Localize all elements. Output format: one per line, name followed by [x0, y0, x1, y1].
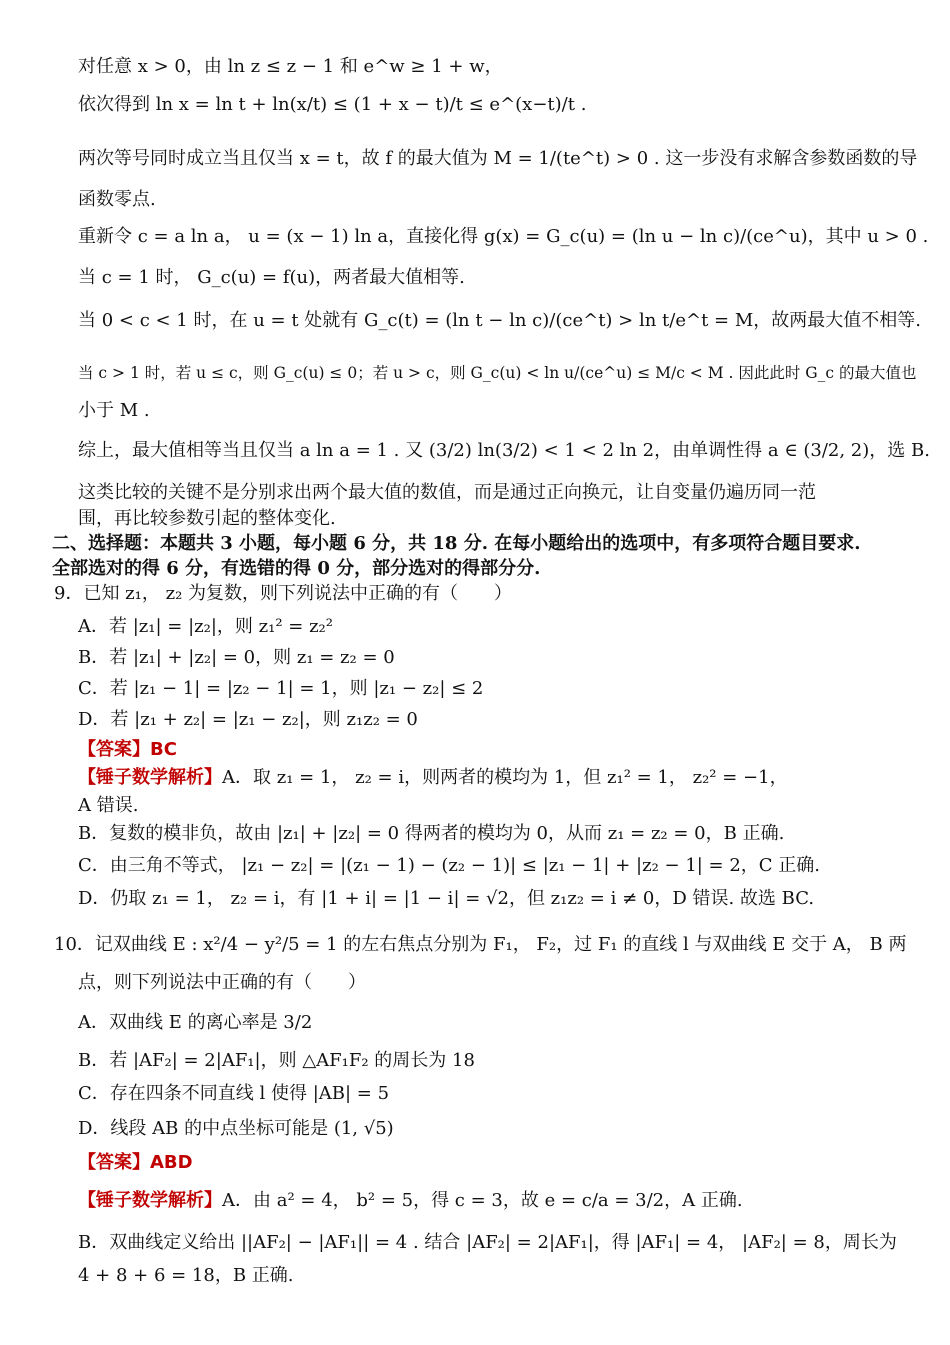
- analysis-line: D．仍取 z₁ = 1， z₂ = i，有 |1 + i| = |1 − i| = √2，但 z₁z₂ = i ≠ 0，D 错误. 故选 BC.: [78, 888, 815, 909]
- option-line: A．若 |z₁| = |z₂|，则 z₁² = z₂²: [78, 616, 333, 637]
- answer-tag: 【答案】ABD: [78, 1152, 193, 1173]
- question-stem: 10．记双曲线 E : x²/4 − y²/5 = 1 的左右焦点分别为 F₁， F₂，过 F₁ 的直线 l 与双曲线 E 交于 A， B 两: [54, 934, 907, 955]
- text-line: 当 c = 1 时， G_c(u) = f(u)，两者最大值相等.: [78, 267, 465, 288]
- analysis-line: A 错误.: [78, 795, 139, 816]
- text-line: 依次得到 ln x = ln t + ln(x/t) ≤ (1 + x − t)/t ≤ e^(x−t)/t .: [78, 94, 587, 115]
- text-line: 两次等号同时成立当且仅当 x = t，故 f 的最大值为 M = 1/(te^t) > 0 . 这一步没有求解含参数函数的导: [78, 148, 918, 169]
- answer-tag: 【答案】BC: [78, 739, 177, 760]
- text-line: 当 0 < c < 1 时，在 u = t 处就有 G_c(t) = (ln t − ln c)/(ce^t) > ln t/e^t = M，故两最大值不相等.: [78, 310, 921, 331]
- option-line: B．若 |z₁| + |z₂| = 0，则 z₁ = z₂ = 0: [78, 647, 395, 668]
- option-line: A．双曲线 E 的离心率是 3/2: [78, 1012, 313, 1033]
- analysis-line: 【锤子数学解析】A．取 z₁ = 1， z₂ = i，则两者的模均为 1，但 z₁² = 1， z₂² = −1，: [78, 767, 788, 788]
- option-line: D．线段 AB 的中点坐标可能是 (1, √5): [78, 1118, 394, 1139]
- text-line: 这类比较的关键不是分别求出两个最大值的数值，而是通过正向换元，让自变量仍遍历同一范: [78, 482, 816, 503]
- question-stem: 点，则下列说法中正确的有（ ）: [78, 972, 366, 993]
- analysis-tag: 【锤子数学解析】: [78, 767, 222, 788]
- analysis-line: 4 + 8 + 6 = 18，B 正确.: [78, 1265, 294, 1286]
- option-line: C．若 |z₁ − 1| = |z₂ − 1| = 1，则 |z₁ − z₂| ≤ 2: [78, 678, 484, 699]
- section-heading: 二、选择题：本题共 3 小题，每小题 6 分，共 18 分. 在每小题给出的选项中，有多项符合题目要求.: [52, 533, 861, 554]
- analysis-line: B．复数的模非负，故由 |z₁| + |z₂| = 0 得两者的模均为 0，从而 z₁ = z₂ = 0，B 正确.: [78, 823, 785, 844]
- option-line: C．存在四条不同直线 l 使得 |AB| = 5: [78, 1083, 390, 1104]
- analysis-tag: 【锤子数学解析】: [78, 1190, 222, 1211]
- analysis-line: B．双曲线定义给出 ||AF₂| − |AF₁|| = 4 . 结合 |AF₂| = 2|AF₁|，得 |AF₁| = 4， |AF₂| = 8，周长为: [78, 1232, 897, 1253]
- analysis-line: 【锤子数学解析】A．由 a² = 4， b² = 5，得 c = 3，故 e = c/a = 3/2，A 正确.: [78, 1190, 743, 1211]
- question-stem: 9．已知 z₁， z₂ 为复数，则下列说法中正确的有（ ）: [54, 583, 513, 604]
- text-line: 小于 M .: [78, 400, 150, 421]
- option-line: D．若 |z₁ + z₂| = |z₁ − z₂|，则 z₁z₂ = 0: [78, 709, 418, 730]
- option-line: B．若 |AF₂| = 2|AF₁|，则 △AF₁F₂ 的周长为 18: [78, 1050, 475, 1071]
- text-line: 综上，最大值相等当且仅当 a ln a = 1 . 又 (3/2) ln(3/2) < 1 < 2 ln 2，由单调性得 a ∈ (3/2, 2)，选 B.: [78, 440, 930, 461]
- text-line: 围，再比较参数引起的整体变化.: [78, 508, 336, 529]
- section-heading: 全部选对的得 6 分，有选错的得 0 分，部分选对的得部分分.: [52, 558, 541, 579]
- text-line: 对任意 x > 0，由 ln z ≤ z − 1 和 e^w ≥ 1 + w，: [78, 56, 503, 77]
- text-line: 重新令 c = a ln a， u = (x − 1) ln a，直接化得 g(x) = G_c(u) = (ln u − ln c)/(ce^u)，其中 u > 0 .: [78, 226, 929, 247]
- text-line: 当 c > 1 时，若 u ≤ c，则 G_c(u) ≤ 0；若 u > c，则 G_c(u) < ln u/(ce^u) ≤ M/c < M . 因此此时 G_c 的最大值也: [78, 364, 917, 382]
- text-line: 函数零点.: [78, 189, 156, 210]
- analysis-line: C．由三角不等式， |z₁ − z₂| = |(z₁ − 1) − (z₂ − 1)| ≤ |z₁ − 1| + |z₂ − 1| = 2，C 正确.: [78, 855, 821, 876]
